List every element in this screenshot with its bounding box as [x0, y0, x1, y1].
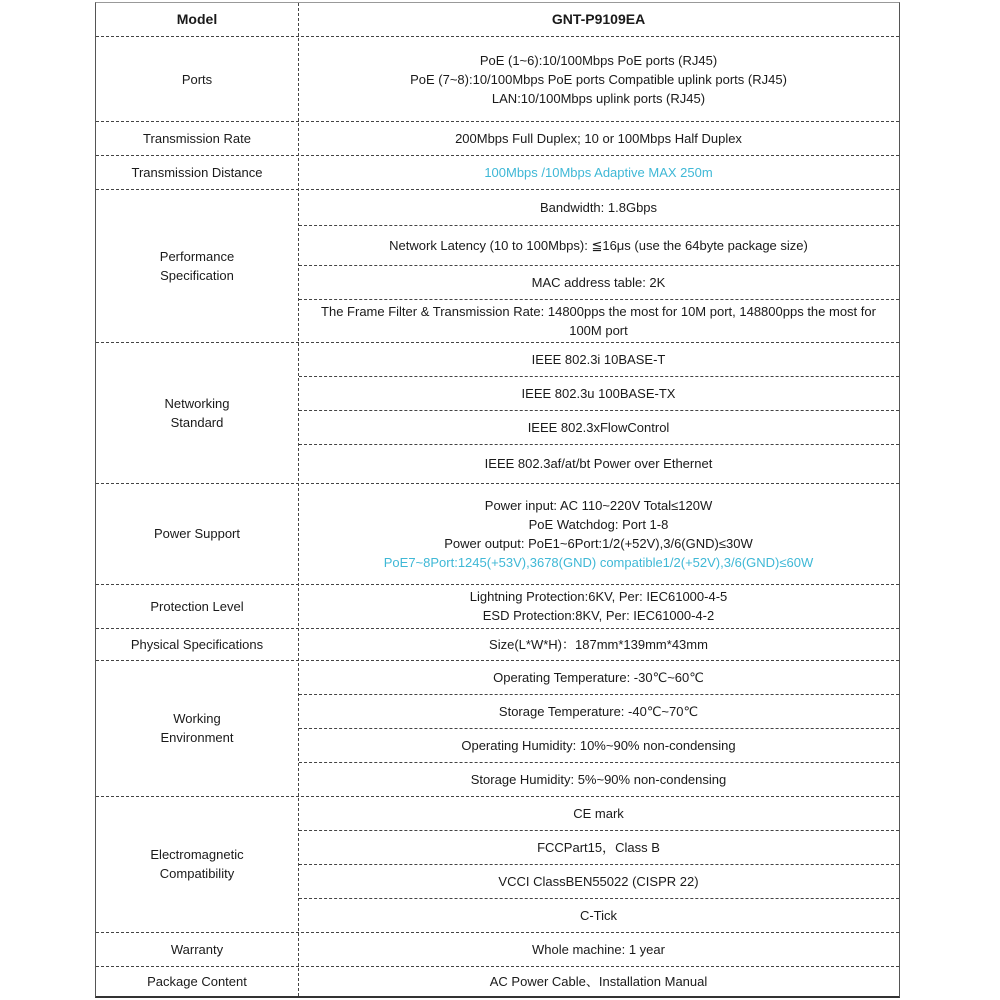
ports-value — [300, 37, 897, 121]
networking-label-line: Networking — [164, 395, 230, 411]
ports-line: LAN:10/100Mbps uplink ports (RJ45) — [491, 90, 706, 106]
power-line: PoE Watchdog: Port 1-8 — [528, 516, 669, 532]
model-value: GNT-P9109EA — [551, 10, 646, 27]
emc-label-line: Compatibility — [159, 866, 235, 881]
networking-label-line: Standard — [170, 414, 224, 430]
protection-label: Protection Level — [150, 598, 244, 614]
power-line: Power input: AC 110~220V Total≤120W — [484, 497, 713, 513]
environment-label-line: Working — [173, 711, 221, 726]
c-tick-value: C-Tick — [579, 907, 618, 923]
physical-label: Physical Specifications — [130, 636, 264, 652]
warranty-label: Warranty — [170, 941, 224, 957]
vcci-value: VCCI ClassBEN55022 (CISPR 22) — [498, 873, 699, 889]
physical-value: Size(L*W*H)：187mm*139mm*43mm — [489, 636, 708, 652]
fcc-value: FCCPart15，Class B — [537, 839, 660, 855]
power-label: Power Support — [154, 526, 240, 541]
spec-table — [95, 2, 900, 998]
rate-label: Transmission Rate — [143, 130, 251, 146]
ieee-8023i-value: IEEE 802.3i 10BASE-T — [531, 351, 666, 367]
ports-label: Ports — [181, 71, 213, 87]
distance-label: Transmission Distance — [131, 164, 263, 180]
column-divider — [298, 3, 299, 996]
power-line: PoE7~8Port:1245(+53V),3678(GND) compatible1/2(+52V),3/6(GND)≤60W — [383, 554, 814, 570]
ce-mark-value: CE mark — [573, 805, 624, 821]
emc-label-line: Electromagnetic — [150, 847, 244, 862]
storage-temp-value: Storage Temperature: -40℃~70℃ — [498, 703, 699, 719]
distance-value: 100Mbps /10Mbps Adaptive MAX 250m — [484, 164, 713, 180]
rate-value: 200Mbps Full Duplex; 10 or 100Mbps Half Duplex — [455, 130, 742, 146]
ports-line: PoE (7~8):10/100Mbps PoE ports Compatible uplink ports (RJ45) — [410, 71, 787, 87]
operating-temp-value: Operating Temperature: -30℃~60℃ — [493, 669, 704, 685]
package-value: AC Power Cable、Installation Manual — [489, 974, 708, 989]
ieee-8023x-value: IEEE 802.3xFlowControl — [527, 419, 670, 435]
performance-label-line: Specification — [160, 267, 234, 283]
ieee-poe-value: IEEE 802.3af/at/bt Power over Ethernet — [484, 456, 713, 471]
environment-label — [96, 660, 298, 796]
power-line: Power output: PoE1~6Port:1/2(+52V),3/6(GND)≤30W — [444, 535, 753, 551]
package-label: Package Content — [147, 974, 247, 989]
latency-value: Network Latency (10 to 100Mbps): ≦16μs (use the 64byte package size) — [389, 237, 808, 253]
power-value — [300, 483, 897, 584]
ports-line: PoE (1~6):10/100Mbps PoE ports (RJ45) — [479, 52, 718, 68]
header-label: Model — [176, 10, 218, 27]
warranty-value: Whole machine: 1 year — [532, 941, 665, 957]
bandwidth-value: Bandwidth: 1.8Gbps — [539, 199, 658, 215]
networking-label — [96, 342, 298, 483]
storage-humidity-value: Storage Humidity: 5%~90% non-condensing — [470, 771, 727, 787]
mac-table-value: MAC address table: 2K — [531, 274, 666, 290]
frame-filter-value: The Frame Filter & Transmission Rate: 14800pps the most for 10M port, 148800pps the most for 100M port — [321, 303, 876, 338]
performance-label-line: Performance — [159, 248, 235, 264]
ieee-8023u-value: IEEE 802.3u 100BASE-TX — [521, 385, 676, 401]
protection-line: ESD Protection:8KV, Per: IEC61000-4-2 — [482, 608, 715, 623]
protection-line: Lightning Protection:6KV, Per: IEC61000-4-5 — [469, 589, 728, 604]
environment-label-line: Environment — [160, 730, 234, 745]
protection-value — [300, 584, 897, 628]
emc-label — [96, 796, 298, 932]
performance-label — [96, 189, 298, 342]
operating-humidity-value: Operating Humidity: 10%~90% non-condensing — [461, 737, 736, 753]
